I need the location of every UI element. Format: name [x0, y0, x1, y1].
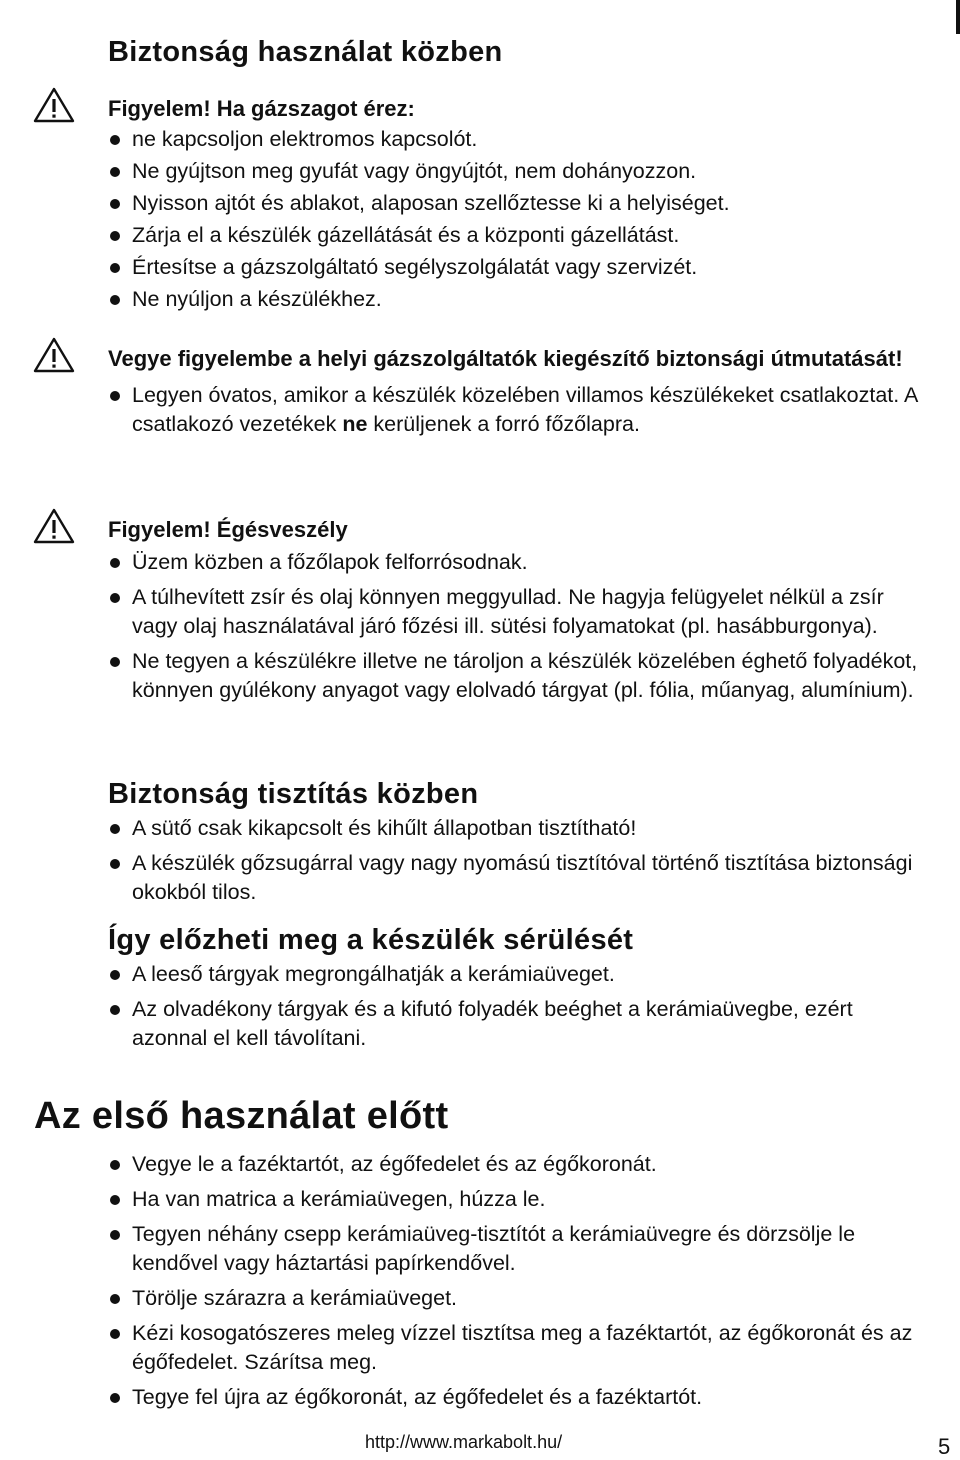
gas-warning-block [108, 94, 928, 317]
damage-prevention-title: Így előzheti meg a készülék sérülését [108, 924, 634, 956]
list-item: Zárja el a készülék gázellátását és a központi gázellátást. [108, 221, 928, 250]
warning-triangle-icon [32, 336, 76, 374]
list-item: Tegyen néhány csepp kerámiaüveg-tisztítót a kerámiaüvegre és dörzsölje le kendővel vagy háztartási papírkendővel. [108, 1220, 928, 1278]
warning-triangle-icon [32, 86, 76, 124]
list-item-text: kerüljenek a forró főzőlapra. [367, 412, 640, 436]
local-guidelines-title: Vegye figyelembe a helyi gázszolgáltatók kiegészítő biztonsági útmutatását! [108, 346, 903, 371]
local-guidelines-block [108, 344, 928, 442]
list-item: Az olvadékony tárgyak és a kifutó folyadék beéghet a kerámiaüvegbe, ezért azonnal el kell távolítani. [108, 995, 928, 1053]
burn-warning-block [108, 515, 928, 711]
list-item: A leeső tárgyak megrongálhatják a kerámiaüveget. [108, 960, 928, 989]
burn-warning-title: Figyelem! Égésveszély [108, 517, 348, 542]
list-item: Ne nyúljon a készülékhez. [108, 285, 928, 314]
list-item: Nyisson ajtót és ablakot, alaposan szellőztesse ki a helyiséget. [108, 189, 928, 218]
list-item: Tegye fel újra az égőkoronát, az égőfedelet és a fazéktartót. [108, 1383, 928, 1412]
list-item: Ne tegyen a készülékre illetve ne tároljon a készülék közelében éghető folyadékot, könnyen gyúlékony anyagot vagy elolvadó tárgyat (pl. fólia, műanyag, alumínium). [108, 647, 928, 705]
usage-safety-title: Biztonság használat közben [108, 36, 503, 68]
usage-safety-section [108, 34, 928, 70]
footer-url[interactable]: http://www.markabolt.hu/ [365, 1432, 563, 1452]
list-item [108, 381, 928, 439]
cleaning-safety-title: Biztonság tisztítás közben [108, 778, 479, 810]
list-item: A készülék gőzsugárral vagy nagy nyomású tisztítóval történő tisztítása biztonsági okokból tilos. [108, 849, 928, 907]
list-item-text: Legyen óvatos, amikor a készülék közelében villamos készülékeket csatlakoztat. A csatlakozó vezetékek [132, 383, 918, 436]
list-item: ne kapcsoljon elektromos kapcsolót. [108, 125, 928, 154]
damage-prevention-section [108, 922, 928, 1059]
list-item: Kézi kosogatószeres meleg vízzel tisztítsa meg a fazéktartót, az égőkoronát és az égőfedelet. Szárítsa meg. [108, 1319, 928, 1377]
list-item: A túlhevített zsír és olaj könnyen meggyullad. Ne hagyja felügyelet nélkül a zsír vagy olaj használatával járó főzési ill. sütési folyamatokat (pl. hasábburgonya). [108, 583, 928, 641]
list-item: Értesítse a gázszolgáltató segélyszolgálatát vagy szervizét. [108, 253, 928, 282]
gas-warning-title: Figyelem! Ha gázszagot érez: [108, 96, 415, 121]
emphasis-text: ne [342, 412, 368, 436]
warning-triangle-icon [32, 507, 76, 545]
first-use-heading-wrap [34, 1094, 914, 1138]
list-item: A sütő csak kikapcsolt és kihűlt állapotban tisztítható! [108, 814, 928, 843]
page-corner-mark [956, 0, 960, 34]
cleaning-safety-section [108, 776, 928, 913]
list-item: Ha van matrica a kerámiaüvegen, húzza le. [108, 1185, 928, 1214]
first-use-title: Az első használat előtt [34, 1095, 449, 1137]
list-item: Ne gyújtson meg gyufát vagy öngyújtót, nem dohányozzon. [108, 157, 928, 186]
list-item: Vegye le a fazéktartót, az égőfedelet és az égőkoronát. [108, 1150, 928, 1179]
list-item: Üzem közben a főzőlapok felforrósodnak. [108, 548, 928, 577]
first-use-section [108, 1150, 928, 1418]
page-number: 5 [938, 1434, 951, 1459]
list-item: Törölje szárazra a kerámiaüveget. [108, 1284, 928, 1313]
